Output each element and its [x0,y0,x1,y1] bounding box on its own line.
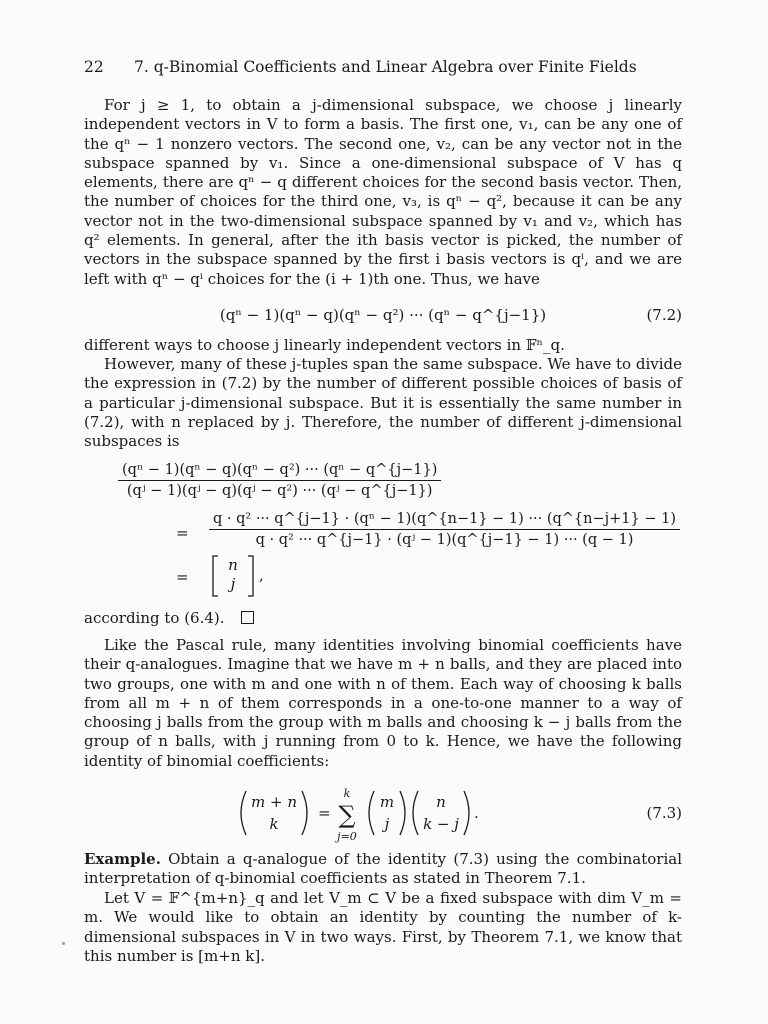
binomial-identity [234,785,534,845]
qed-box-icon [241,611,254,624]
fraction-ratio-denominator: (qʲ − 1)(qʲ − q)(qʲ − q²) ··· (qʲ − q^{j−1}) [118,480,441,499]
lhs-bottom: k [269,815,279,833]
sum-lower: j=0 [337,830,357,843]
svg-text:.: . [474,804,479,822]
margin-speck [62,942,65,945]
chapter-title: 7. q-Binomial Coefficients and Linear Algebra over Finite Fields [134,58,637,76]
fraction-factored-numerator: q · q² ··· q^{j−1} · (qⁿ − 1)(q^{n−1} − 1) ··· (q^{n−j+1} − 1) [213,511,676,527]
fraction-factored [209,511,680,548]
equals-sign-1: = [176,524,189,542]
paragraph-subspace-count: However, many of these j-tuples span the same subspace. We have to divide the expression in (7.2) by the number of different possible choices of basis of a particular j-dimensional subspace. But it is essentially the same number in (7.2), with n replaced by j. Therefore, the number of different j-dimensional subspaces is [84,355,682,451]
sum-sign-icon: ∑ [338,801,356,829]
paragraph-according-to [84,609,682,628]
term2-bottom: k − j [423,815,459,833]
equation-7-2-body: (qⁿ − 1)(qⁿ − q)(qⁿ − q²) ··· (qⁿ − q^{j−1}) [219,306,547,324]
fraction-factored-denominator: q · q² ··· q^{j−1} · (qʲ − 1)(q^{j−1} − 1) ··· (q − 1) [209,529,680,548]
fraction-ratio [118,462,441,499]
svg-text:,: , [259,566,264,584]
term1-top: m [379,793,395,811]
binom-bottom: j [230,575,236,593]
term1-bottom: j [384,815,390,833]
lhs-top: m + n [251,793,297,811]
binom-top: n [228,556,238,574]
sum-upper: k [343,787,351,800]
term2-top: n [436,793,446,811]
paragraph-let-v: Let V = 𝔽^{m+n}_q and let V_m ⊂ V be a fixed subspace with dim V_m = m. We would like to obtain an identity by counting the number of k-dimensional subspaces in V in two ways. First, by Theorem 7.1, we know that this number is [m+n k]. [84,889,682,965]
paragraph-pascal-rule: Like the Pascal rule, many identities involving binomial coefficients have their q-analogues. Imagine that we have m + n balls, and they are placed into two groups, one with m and one with n of them. Each way of choosing k balls from all m + n of them corresponds in a one-to-one manner to a way of choosing j balls from the group with m balls and choosing k − j balls from the group of n balls, with j running from 0 to k. Hence, we have the following identity of binomial coefficients: [84,636,682,770]
according-to-text: according to (6.4). [84,609,225,627]
paragraph-basis-counting: For j ≥ 1, to obtain a j-dimensional subspace, we choose j linearly independent vectors in V to form a basis. The first one, v₁, can be any one of the qⁿ − 1 nonzero vectors. The second one, v₂, can be any vector not in the subspace spanned by v₁. Since a one-dimensional subspace of V has q elements, there are qⁿ − q different choices for the second basis vector. Then, the number of choices for the third one, v₃, is qⁿ − q², because it can be any vector not in the two-dimensional subspace spanned by v₁ and v₂, which has q² elements. In general, after the ith basis vector is picked, the number of vectors in the subspace spanned by the first i basis vectors is qⁱ, and we are left with qⁿ − qⁱ choices for the (i + 1)th one. Thus, we have [84,96,682,288]
equation-7-3 [84,785,682,845]
paragraph-example [84,850,682,889]
example-label: Example. [84,850,161,868]
equals-sign-3: = [318,804,331,822]
paragraph-linearly-independent: different ways to choose j linearly independent vectors in 𝔽ⁿ_q. [84,336,565,354]
equals-sign-2: = [176,568,189,586]
page-number: 22 [84,58,104,76]
example-text: Obtain a q-analogue of the identity (7.3) using the combinatorial interpretation of q-binomial coefficients as stated in Theorem 7.1. [84,850,682,888]
fraction-ratio-numerator: (qⁿ − 1)(qⁿ − q)(qⁿ − q²) ··· (qⁿ − q^{j−1}) [122,462,438,478]
equation-7-3-number: (7.3) [646,804,682,822]
equation-7-2-number: (7.2) [646,306,682,324]
q-binomial-n-j [210,554,272,598]
